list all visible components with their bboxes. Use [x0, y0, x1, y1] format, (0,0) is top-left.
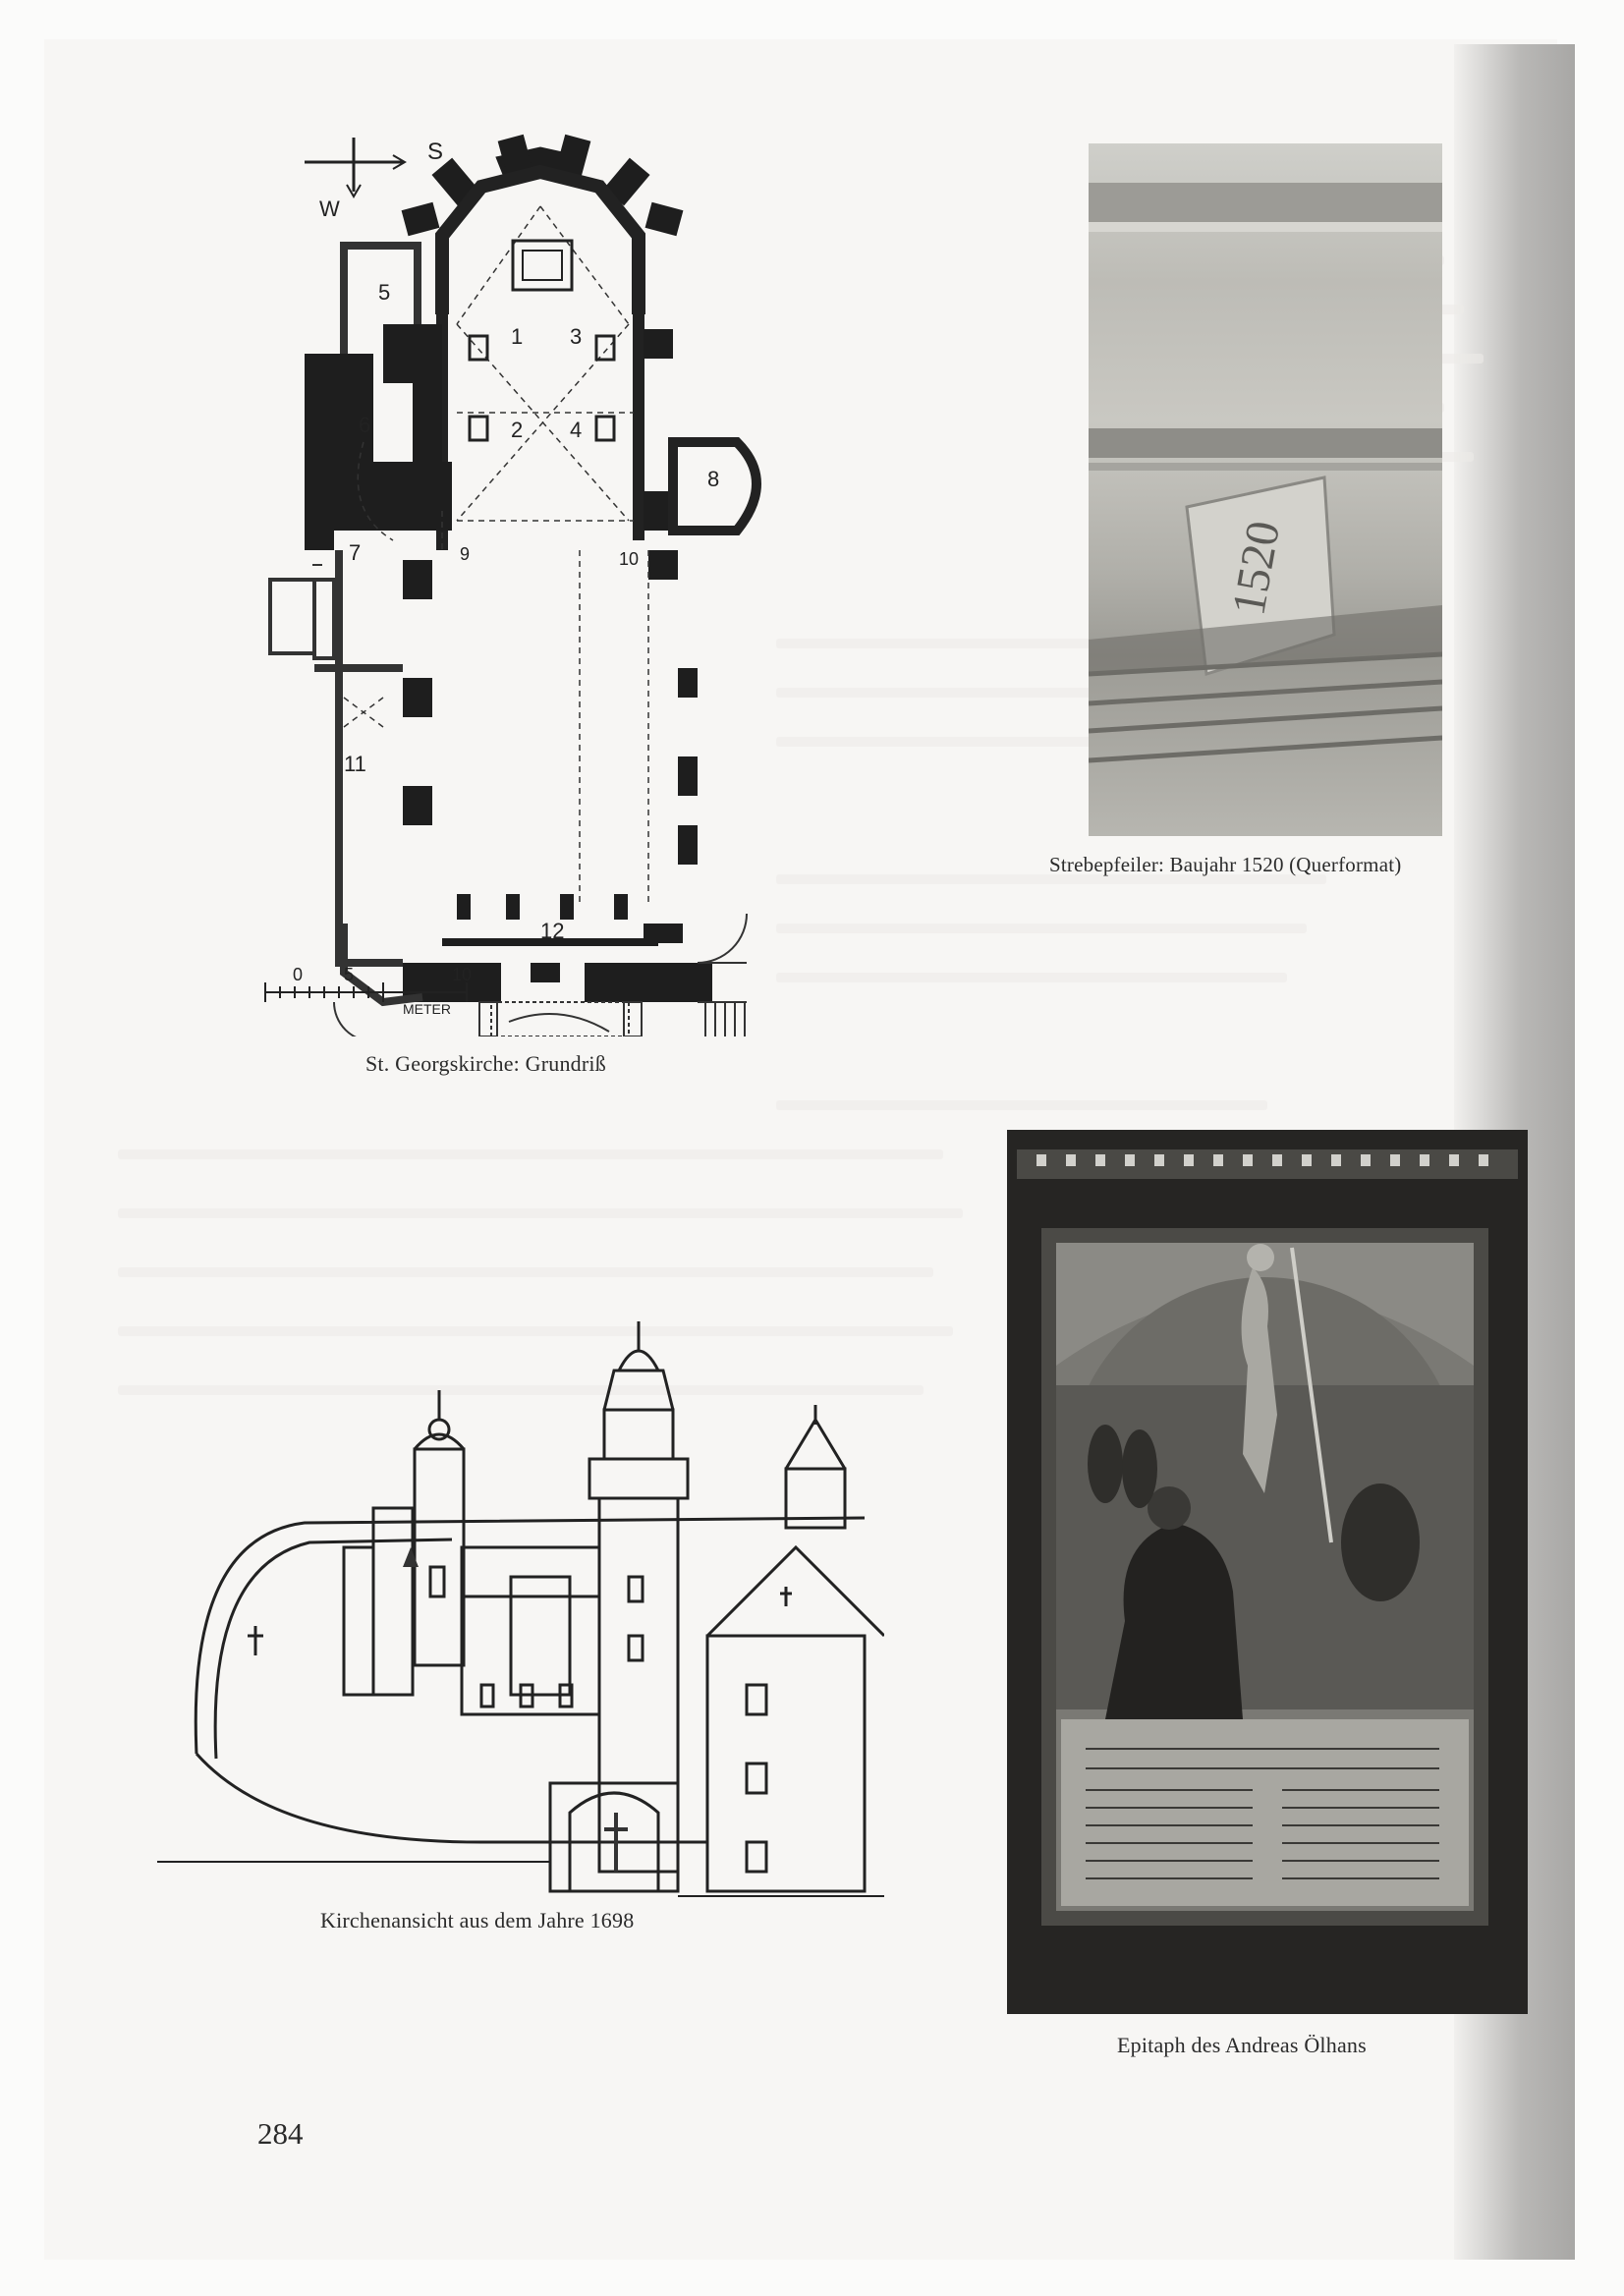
room-number-3: 3	[570, 324, 583, 349]
page-number: 284	[257, 2116, 304, 2151]
church-view-caption: Kirchenansicht aus dem Jahre 1698	[320, 1908, 635, 1932]
church-view-drawing	[157, 1312, 884, 1901]
room-number-10: 10	[619, 549, 640, 569]
buttress-photo	[1089, 143, 1442, 836]
room-number-1: 1	[511, 324, 524, 349]
room-number-4: 4	[570, 418, 583, 442]
room-number-2: 2	[511, 418, 524, 442]
epitaph-caption: Epitaph des Andreas Ölhans	[1117, 2033, 1367, 2057]
floor-plan-figure	[246, 118, 825, 1036]
floor-plan-caption: St. Georgskirche: Grundriß	[365, 1051, 606, 1076]
room-number-9: 9	[460, 544, 471, 564]
epitaph-photo	[1007, 1130, 1528, 2014]
compass-south-label: S	[427, 139, 444, 165]
buttress-photo-caption: Strebepfeiler: Baujahr 1520 (Querformat)	[1049, 853, 1402, 876]
room-number-12: 12	[540, 919, 565, 943]
room-number-5: 5	[378, 280, 391, 305]
compass-west-label: W	[319, 196, 340, 221]
room-number-11: 11	[344, 752, 366, 776]
scale-tick-10: 10	[452, 965, 473, 984]
room-number-6: 6	[359, 413, 371, 437]
room-number-7: 7	[349, 540, 362, 565]
floor-plan-drawing	[246, 118, 825, 1036]
scale-tick-5: 5	[344, 965, 355, 984]
buttress-inscription: 1520	[1222, 517, 1291, 620]
scale-tick-0: 0	[293, 965, 304, 984]
room-number-8: 8	[707, 467, 720, 491]
scale-unit: METER	[403, 1001, 451, 1017]
